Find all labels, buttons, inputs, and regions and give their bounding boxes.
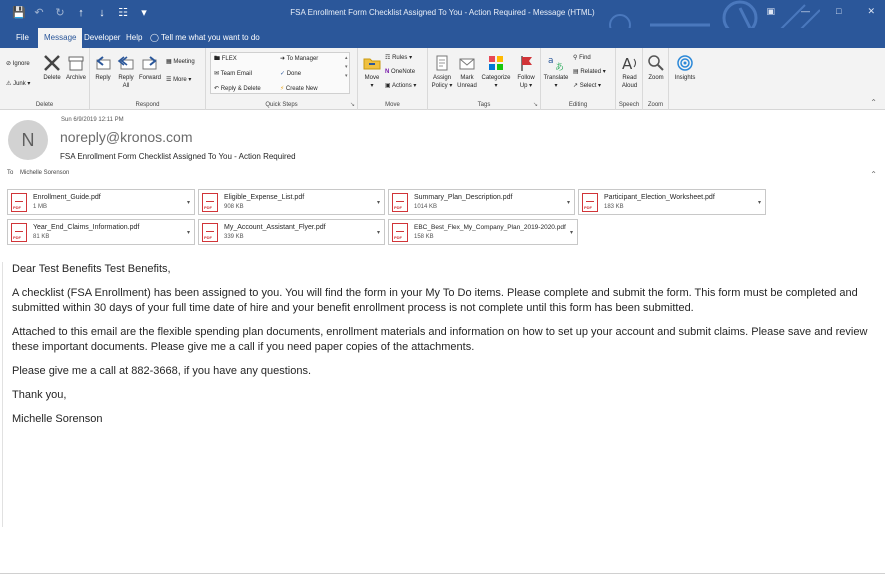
- lightning-icon: ⚡: [280, 86, 285, 92]
- meeting-button[interactable]: ▦ Meeting: [166, 59, 195, 65]
- attachment-item[interactable]: [388, 189, 575, 215]
- onenote-button[interactable]: N OneNote: [385, 69, 416, 75]
- envelope-icon: ✉: [214, 71, 220, 77]
- lightbulb-icon: ◯: [150, 33, 159, 42]
- save-icon[interactable]: 💾: [12, 7, 26, 19]
- attachment-item[interactable]: [388, 219, 578, 245]
- attachment-size: 339 KB: [224, 234, 244, 240]
- translate-button[interactable]: a あ Translate ▾: [543, 56, 569, 89]
- attachment-name: Year_End_Claims_Information.pdf: [33, 224, 140, 231]
- reply-button[interactable]: Reply: [92, 54, 114, 82]
- pdf-file-icon: PDF: [202, 223, 218, 242]
- ignore-icon: ⊘: [6, 61, 12, 67]
- move-button[interactable]: Move ▾: [361, 54, 383, 90]
- follow-up-button[interactable]: Follow Up ▾: [514, 54, 538, 90]
- ribbon: [0, 48, 885, 110]
- maximize-icon[interactable]: □: [836, 6, 842, 16]
- svg-text:あ: あ: [555, 63, 565, 72]
- more-respond-button[interactable]: ☰ More ▾: [166, 77, 192, 83]
- sent-date: Sun 6/9/2019 12:11 PM: [61, 117, 124, 123]
- body-paragraph: Please give me a call at 882-3668, if you have any questions.: [12, 365, 312, 377]
- quickstep-flex[interactable]: 🖿 FLEX: [214, 56, 237, 62]
- group-label-respond: Respond: [135, 102, 160, 108]
- group-editing: [541, 48, 616, 110]
- redo-icon[interactable]: ↻: [55, 7, 65, 19]
- insights-button[interactable]: Insights: [671, 54, 699, 82]
- avatar: N: [8, 120, 48, 160]
- close-icon[interactable]: ✕: [867, 6, 875, 16]
- group-tags: [428, 48, 541, 110]
- up-arrow-icon[interactable]: ↑: [78, 7, 84, 19]
- policy-icon: [433, 54, 451, 72]
- related-icon: ▤: [573, 69, 579, 75]
- attachment-name: EBC_Best_Flex_My_Company_Plan_2019-2020.pdf: [414, 224, 566, 231]
- group-delete: [0, 48, 90, 110]
- undo-icon[interactable]: ↶: [34, 7, 44, 19]
- related-button[interactable]: ▤ Related ▾: [573, 69, 606, 75]
- ribbon-tabs: [0, 28, 885, 48]
- quickstep-create-new[interactable]: ⚡ Create New: [280, 86, 318, 92]
- attachment-dropdown-icon[interactable]: ▾: [376, 230, 380, 236]
- more-icon: ☰: [166, 77, 172, 83]
- forward-arrow-icon: ➜: [280, 56, 286, 62]
- reading-pane-border: [2, 262, 3, 527]
- attachment-name: Summary_Plan_Description.pdf: [414, 194, 513, 201]
- status-divider: [0, 573, 885, 574]
- attachment-item[interactable]: [578, 189, 766, 215]
- group-label-speech: Speech: [618, 102, 640, 108]
- flag-icon: [517, 54, 535, 72]
- folder-icon: 🖿: [214, 56, 221, 62]
- categorize-button[interactable]: Categorize ▾: [479, 54, 513, 90]
- group-respond: [90, 48, 206, 110]
- quickstep-done[interactable]: ✓ Done: [280, 71, 302, 77]
- svg-text:A: A: [621, 55, 632, 72]
- forward-icon: [141, 54, 159, 72]
- assign-policy-button[interactable]: Assign Policy ▾: [429, 54, 455, 90]
- reply-delete-icon: ↶: [214, 86, 220, 92]
- zoom-button[interactable]: Zoom: [644, 54, 668, 82]
- attachment-name: Participant_Election_Worksheet.pdf: [604, 194, 715, 201]
- closing: Thank you,: [12, 389, 67, 401]
- onenote-icon: N: [385, 69, 390, 75]
- tab-developer[interactable]: Developer: [84, 33, 121, 42]
- attachment-size: 158 KB: [414, 234, 434, 240]
- group-insights: [669, 48, 699, 110]
- title-bar: [0, 0, 885, 28]
- read-aloud-button[interactable]: A Read Aloud: [621, 55, 638, 89]
- svg-text:a: a: [548, 56, 554, 66]
- archive-button[interactable]: Archive: [64, 54, 88, 82]
- find-button[interactable]: ⚲ Find: [573, 55, 591, 61]
- reply-all-icon: [117, 54, 135, 72]
- print-preview-icon[interactable]: ☷: [118, 7, 128, 19]
- delete-button[interactable]: Delete: [41, 54, 63, 82]
- group-zoom: [643, 48, 669, 110]
- rules-button[interactable]: ☶ Rules ▾: [385, 55, 413, 61]
- magnifier-icon: [647, 54, 665, 72]
- select-cursor-icon: ↗: [573, 83, 579, 89]
- attachment-dropdown-icon[interactable]: ▾: [569, 230, 573, 236]
- translate-icon: [547, 54, 565, 72]
- tab-help[interactable]: Help: [126, 33, 143, 42]
- customize-icon[interactable]: ▾: [141, 7, 147, 19]
- rules-icon: ☶: [385, 55, 391, 61]
- message-body: [12, 262, 872, 436]
- attachment-dropdown-icon[interactable]: ▾: [566, 200, 570, 206]
- attachment-dropdown-icon[interactable]: ▾: [186, 230, 190, 236]
- pdf-file-icon: PDF: [392, 193, 408, 212]
- junk-icon: ⚠: [6, 81, 12, 87]
- to-label: To: [7, 170, 14, 176]
- attachment-dropdown-icon[interactable]: ▾: [376, 200, 380, 206]
- attachment-size: 1 MB: [33, 204, 48, 210]
- tab-file[interactable]: File: [16, 33, 29, 42]
- pdf-file-icon: PDF: [582, 193, 598, 212]
- quickstep-team-email[interactable]: ✉ Team Email: [214, 71, 252, 77]
- ribbon-display-icon[interactable]: ▣: [766, 6, 776, 16]
- select-button[interactable]: ↗ Select ▾: [573, 83, 602, 89]
- delete-x-icon: [43, 54, 61, 72]
- checkmark-icon: ✓: [280, 71, 286, 77]
- collapse-header-icon[interactable]: ⌃: [870, 170, 877, 179]
- pdf-file-icon: PDF: [11, 223, 27, 242]
- group-move: [358, 48, 428, 110]
- categorize-icon: [487, 54, 505, 72]
- attachment-name: Enrollment_Guide.pdf: [33, 194, 101, 201]
- group-label-delete: Delete: [35, 102, 54, 108]
- window-title: FSA Enrollment Form Checklist Assigned To You - Action Required - Message (HTML): [290, 8, 595, 17]
- read-aloud-icon: [621, 54, 639, 72]
- signature: Michelle Sorenson: [12, 413, 103, 425]
- greeting: Dear Test Benefits Test Benefits,: [12, 263, 171, 275]
- group-label-zoom: Zoom: [647, 102, 664, 108]
- sender-address[interactable]: noreply@kronos.com: [60, 129, 193, 145]
- attachment-dropdown-icon[interactable]: ▾: [757, 200, 761, 206]
- tab-message[interactable]: Message: [38, 28, 82, 48]
- attachment-size: 81 KB: [33, 234, 50, 240]
- quickstep-to-manager[interactable]: ➜ To Manager: [280, 56, 319, 62]
- attachment-item[interactable]: [198, 219, 385, 245]
- collapse-ribbon-icon[interactable]: ⌃: [870, 98, 877, 107]
- mark-unread-icon: [458, 54, 476, 72]
- group-label-quick-steps: Quick Steps: [265, 102, 298, 108]
- move-folder-icon: [363, 54, 381, 72]
- archive-icon: [67, 54, 85, 72]
- message-subject: FSA Enrollment Form Checklist Assigned To You - Action Required: [60, 152, 296, 161]
- forward-button[interactable]: Forward: [137, 54, 163, 82]
- minimize-icon[interactable]: —: [801, 6, 811, 16]
- body-paragraph: A checklist (FSA Enrollment) has been assigned to you. You will find the form in your My To Do items. Please complete and submit the form. This form must be completed and submitted within 30 days of your full time date of hire and your benefit enrollment process is not complete until this form has been submitted.: [12, 287, 858, 314]
- mark-unread-button[interactable]: Mark Unread: [456, 54, 478, 90]
- window-controls: [767, 6, 876, 17]
- body-paragraph: Attached to this email are the flexible spending plan documents, enrollment materials and information on how to set up your account and submit claims. Please save and review these important documents. Please give me a call if you need paper copies of the attachments.: [12, 326, 868, 353]
- dialog-launcher-icon[interactable]: ↘: [349, 102, 355, 108]
- junk-button[interactable]: ⚠ Junk ▾: [6, 81, 31, 87]
- recipient-name[interactable]: Michelle Sorenson: [20, 170, 70, 176]
- quick-steps-scroll[interactable]: ▴ ▾ ▾: [345, 55, 348, 79]
- attachment-name: My_Account_Assistant_Flyer.pdf: [224, 224, 326, 231]
- attachment-item[interactable]: [198, 189, 385, 215]
- actions-icon: ▣: [385, 83, 391, 89]
- tell-me-box[interactable]: [150, 28, 260, 48]
- attachment-name: Eligible_Expense_List.pdf: [224, 194, 305, 201]
- ignore-button[interactable]: ⊘ Ignore: [6, 61, 30, 67]
- find-icon: ⚲: [573, 55, 578, 61]
- group-speech: [616, 48, 643, 110]
- group-label-move: Move: [385, 102, 400, 108]
- pdf-file-icon: PDF: [392, 223, 408, 242]
- pdf-file-icon: PDF: [11, 193, 27, 212]
- attachment-item[interactable]: [7, 189, 195, 215]
- group-quick-steps: [206, 48, 358, 110]
- attachment-item[interactable]: [7, 219, 195, 245]
- group-label-tags: Tags: [477, 102, 491, 108]
- calendar-icon: ▦: [166, 59, 172, 65]
- tags-launcher-icon[interactable]: ↘: [532, 102, 538, 108]
- reply-all-button[interactable]: Reply All: [115, 54, 137, 90]
- attachment-size: 183 KB: [604, 204, 624, 210]
- attachment-dropdown-icon[interactable]: ▾: [186, 200, 190, 206]
- insights-icon: [676, 54, 694, 72]
- attachment-size: 1014 KB: [414, 204, 438, 210]
- reply-icon: [94, 54, 112, 72]
- pdf-file-icon: PDF: [202, 193, 218, 212]
- actions-button[interactable]: ▣ Actions ▾: [385, 83, 417, 89]
- tell-me-label: Tell me what you want to do: [161, 33, 260, 42]
- down-arrow-icon[interactable]: ↓: [99, 7, 105, 19]
- attachment-size: 908 KB: [224, 204, 244, 210]
- group-label-editing: Editing: [568, 102, 588, 108]
- quickstep-reply-delete[interactable]: ↶ Reply & Delete: [214, 86, 261, 92]
